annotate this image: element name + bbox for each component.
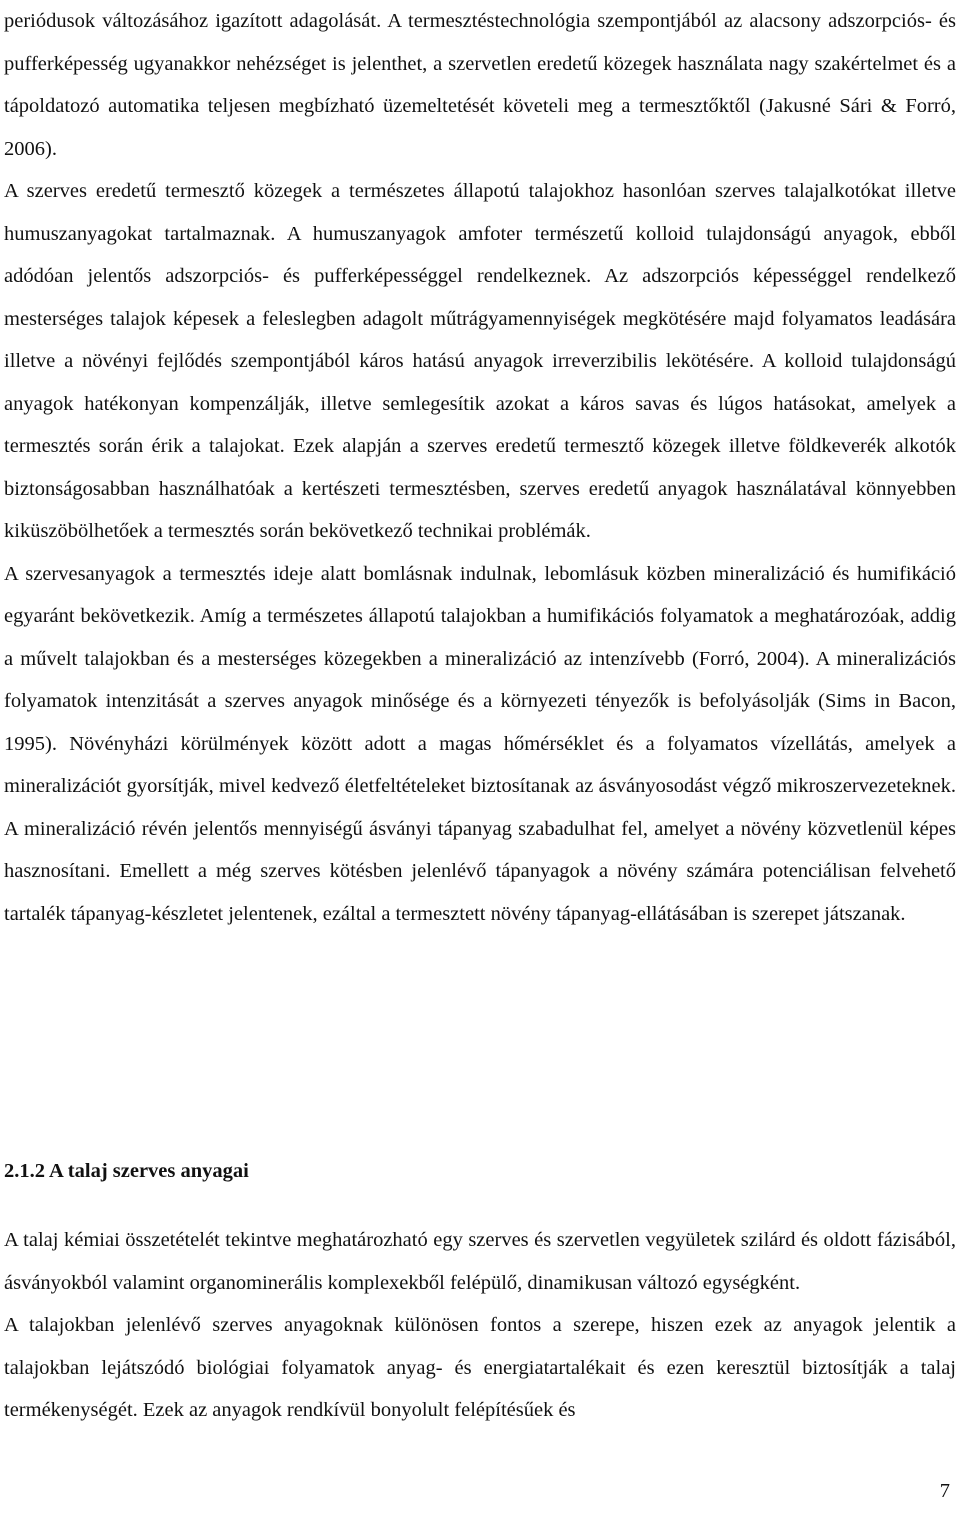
body-text-top — [4, 0, 956, 935]
section-heading: 2.1.2 A talaj szerves anyagai — [4, 1160, 249, 1182]
paragraph: A szervesanyagok a termesztés ideje alatt bomlásnak indulnak, lebomlásuk közben mineralizáció és humifikáció egyaránt bekövetkezik. Amíg a természetes állapotú talajokban a humifikációs folyamatok a meghatározóak, addig a művelt talajokban és a mesterséges közegekben a mineralizáció az intenzívebb (Forró, 2004). A mineralizációs folyamatok intenzitását a szerves anyagok minősége és a környezeti tényezők is befolyásolják (Sims in Bacon, 1995). Növényházi körülmények között adott a magas hőmérséklet és a folyamatos vízellátás, amelyek a mineralizációt gyorsítják, mivel kedvező életfeltételeket biztosítanak az ásványosodást végző mikroszervezeteknek. A mineralizáció révén jelentős mennyiségű ásványi tápanyag szabadulhat fel, amelyet a növény közvetlenül képes hasznosítani. Emellett a még szerves kötésben jelenlévő tápanyagok a növény számára potenciálisan felvehető tartalék tápanyag-készletet jelentenek, ezáltal a termesztett növény tápanyag-ellátásában is szerepet játszanak. — [4, 562, 956, 925]
paragraph: A talaj kémiai összetételét tekintve meghatározható egy szerves és szervetlen vegyületek szilárd és oldott fázisából, ásványokból valamint organominerális komplexekből felépülő, dinamikusan változó egységként. — [4, 1229, 956, 1294]
paragraph: A szerves eredetű termesztő közegek a természetes állapotú talajokhoz hasonlóan szerves talajalkotókat illetve humuszanyagokat tartalmaznak. A humuszanyagok amfoter természetű kolloid tulajdonságú anyagok, ebből adódóan jelentős adszorpciós- és pufferképességgel rendelkeznek. Az adszorpciós képességgel rendelkező mesterséges talajok képesek a feleslegben adagolt műtrágyamennyiségek megkötésére majd folyamatos leadására illetve a növényi fejlődés szempontjából káros hatású anyagok irreverzibilis lekötésére. A kolloid tulajdonságú anyagok hatékonyan kompenzálják, illetve semlegesítik azokat a káros savas és lúgos hatásokat, amelyek a termesztés során érik a talajokat. Ezek alapján a szerves eredetű termesztő közegek illetve földkeverék alkotók biztonságosabban használhatóak a kertészeti termesztésben, szerves eredetű anyagok használatával könnyebben kiküszöbölhetőek a termesztés során bekövetkező technikai problémák. — [4, 180, 956, 542]
paragraph: A talajokban jelenlévő szerves anyagoknak különösen fontos a szerepe, hiszen ezek az anyagok jelentik a talajokban lejátszódó biológiai folyamatok anyag- és energiatartalékait és ezen keresztül biztosítják a talaj termékenységét. Ezek az anyagok rendkívül bonyolult felépítésűek és — [4, 1314, 956, 1421]
page-number: 7 — [939, 1480, 950, 1502]
paragraph: periódusok változásához igazított adagolását. A termesztéstechnológia szempontjából az alacsony adszorpciós- és pufferképesség ugyanakkor nehézséget is jelenthet, a szervetlen eredetű közegek használata nagy szakértelmet és a tápoldatozó automatika teljesen megbízható üzemeltetését követeli meg a termesztőktől (Jakusné Sári & Forró, 2006). — [4, 10, 956, 160]
body-text-bottom — [4, 1219, 956, 1432]
